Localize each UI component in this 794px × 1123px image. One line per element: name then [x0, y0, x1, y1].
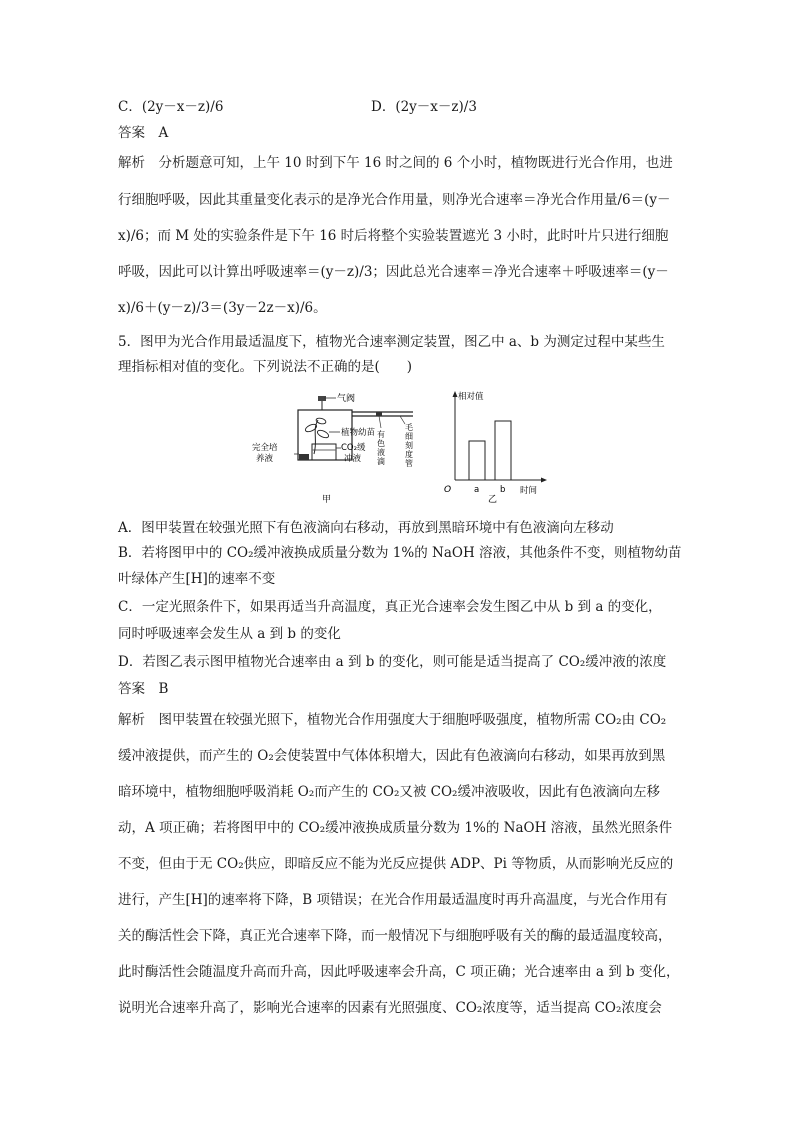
q5-explain-line: 说明光合速率升高了，影响光合速率的因素有光照强度、CO₂浓度等，适当提高 CO₂浓度会 [118, 1000, 662, 1016]
bar-b [495, 421, 511, 480]
droplet-label: 有 [377, 430, 385, 439]
droplet-label: 液 [377, 448, 385, 457]
q5-answer: 答案 B [118, 681, 169, 697]
q4-option-c: C．(2y－x－z)/6 [118, 99, 224, 115]
droplet-label: 滴 [377, 457, 385, 466]
co2-buffer-label-2: 冲液 [344, 454, 362, 464]
tube-label: 刻 [405, 441, 413, 450]
valve-label: 气阀 [337, 394, 356, 404]
q5-option-line: B．若将图甲中的 CO₂缓冲液换成质量分数为 1%的 NaOH 溶液，其他条件不变，则植物幼苗 [118, 545, 682, 561]
q5-explain-line: 进行，产生[H]的速率将下降，B 项错误；在光合作用最适温度时再升高温度，与光合作用有 [118, 892, 668, 908]
culture-label-2: 养液 [256, 454, 274, 464]
yi-tick-a: a [474, 485, 480, 495]
seedling-label: 植物幼苗 [341, 428, 376, 438]
q5-stem-line: 理指标相对值的变化。下列说法不正确的是( ) [118, 359, 413, 375]
q5-explain-line: 此时酶活性会随温度升高而升高，因此呼吸速率会升高，C 项正确；光合速率由 a 到 b 变化， [118, 964, 680, 980]
q4-explain-line: x)/6；而 M 处的实验条件是下午 16 时后将整个实验装置遮光 3 小时，此时叶片只进行细胞 [118, 228, 669, 244]
q5-option-line: 同时呼吸速率会发生从 a 到 b 的变化 [118, 626, 341, 642]
q5-option-line: A．图甲装置在较强光照下有色液滴向右移动，再放到黑暗环境中有色液滴向左移动 [118, 520, 614, 536]
bar-a [469, 441, 485, 480]
q4-option-d: D．(2y－x－z)/3 [371, 99, 477, 115]
yi-xlabel: 时间 [520, 486, 538, 496]
q4-explain-line: 行细胞呼吸，因此其重量变化表示的是净光合作用量，则净光合速率＝净光合作用量/6＝(y－ [118, 192, 671, 208]
tube-label: 管 [405, 459, 413, 468]
culture-solution [299, 454, 309, 460]
q4-options [118, 95, 680, 113]
q5-option-line: C．一定光照条件下，如果再适当升高温度，真正光合速率会发生图乙中从 b 到 a 的变化， [118, 599, 662, 615]
q5-option-line: 叶绿体产生[H]的速率不变 [118, 571, 276, 587]
q5-explain-line: 缓冲液提供，而产生的 O₂会使装置中气体体积增大，因此有色液滴向右移动，如果再放到黑 [118, 748, 666, 764]
tube-label: 度 [405, 450, 413, 459]
q5-explain-line: 暗环境中，植物细胞呼吸消耗 O₂而产生的 CO₂又被 CO₂缓冲液吸收，因此有色液滴向左移 [118, 784, 660, 800]
tube-label: 细 [405, 432, 413, 441]
q4-explain-line: x)/6＋(y－z)/3＝(3y－2z－x)/6。 [118, 300, 327, 316]
q5-explain-line: 动，A 项正确；若将图甲中的 CO₂缓冲液换成质量分数为 1%的 NaOH 溶液，虽然光照条件 [118, 820, 673, 836]
q5-explain-line: 关的酶活性会下降，真正光合速率下降，而一般情况下与细胞呼吸有关的酶的最适温度较高， [118, 928, 672, 944]
figure-yi-caption: 乙 [488, 495, 498, 505]
q5-stem-line: 5．图甲为光合作用最适温度下，植物光合速率测定装置，图乙中 a、b 为测定过程中某些生 [118, 334, 665, 350]
figure-jia [252, 392, 413, 505]
figure-jia-caption: 甲 [322, 495, 332, 505]
q4-explain-line: 呼吸，因此可以计算出呼吸速率＝(y－z)/3；因此总光合速率＝净光合速率＋呼吸速率＝(y－ [118, 264, 669, 280]
q5-figure [248, 388, 548, 508]
q4-answer: 答案 A [118, 125, 169, 141]
q5-figure-svg [248, 388, 548, 508]
q5-explain-line: 解析 图甲装置在较强光照下，植物光合作用强度大于细胞呼吸强度，植物所需 CO₂由 CO₂ [118, 712, 667, 728]
co2-buffer-label: CO₂缓 [341, 443, 366, 453]
colored-droplet [376, 412, 382, 416]
q5-option-line: D．若图乙表示图甲植物光合速率由 a 到 b 的变化，则可能是适当提高了 CO₂缓冲液的浓度 [118, 654, 667, 670]
tube-label: 毛 [405, 423, 413, 432]
culture-label-1: 完全培 [252, 443, 278, 453]
q5-explain-line: 不变，但由于无 CO₂供应，即暗反应不能为光反应提供 ADP、Pi 等物质，从而影响光反应的 [118, 856, 674, 872]
yi-origin: O [444, 485, 452, 495]
yi-ylabel: 相对值 [458, 392, 484, 402]
droplet-label: 色 [377, 439, 385, 448]
q4-explain-line: 解析 分析题意可知，上午 10 时到下午 16 时之间的 6 个小时，植物既进行光合作用，也进 [118, 155, 673, 171]
figure-yi [444, 391, 547, 505]
yi-tick-b: b [500, 485, 506, 495]
